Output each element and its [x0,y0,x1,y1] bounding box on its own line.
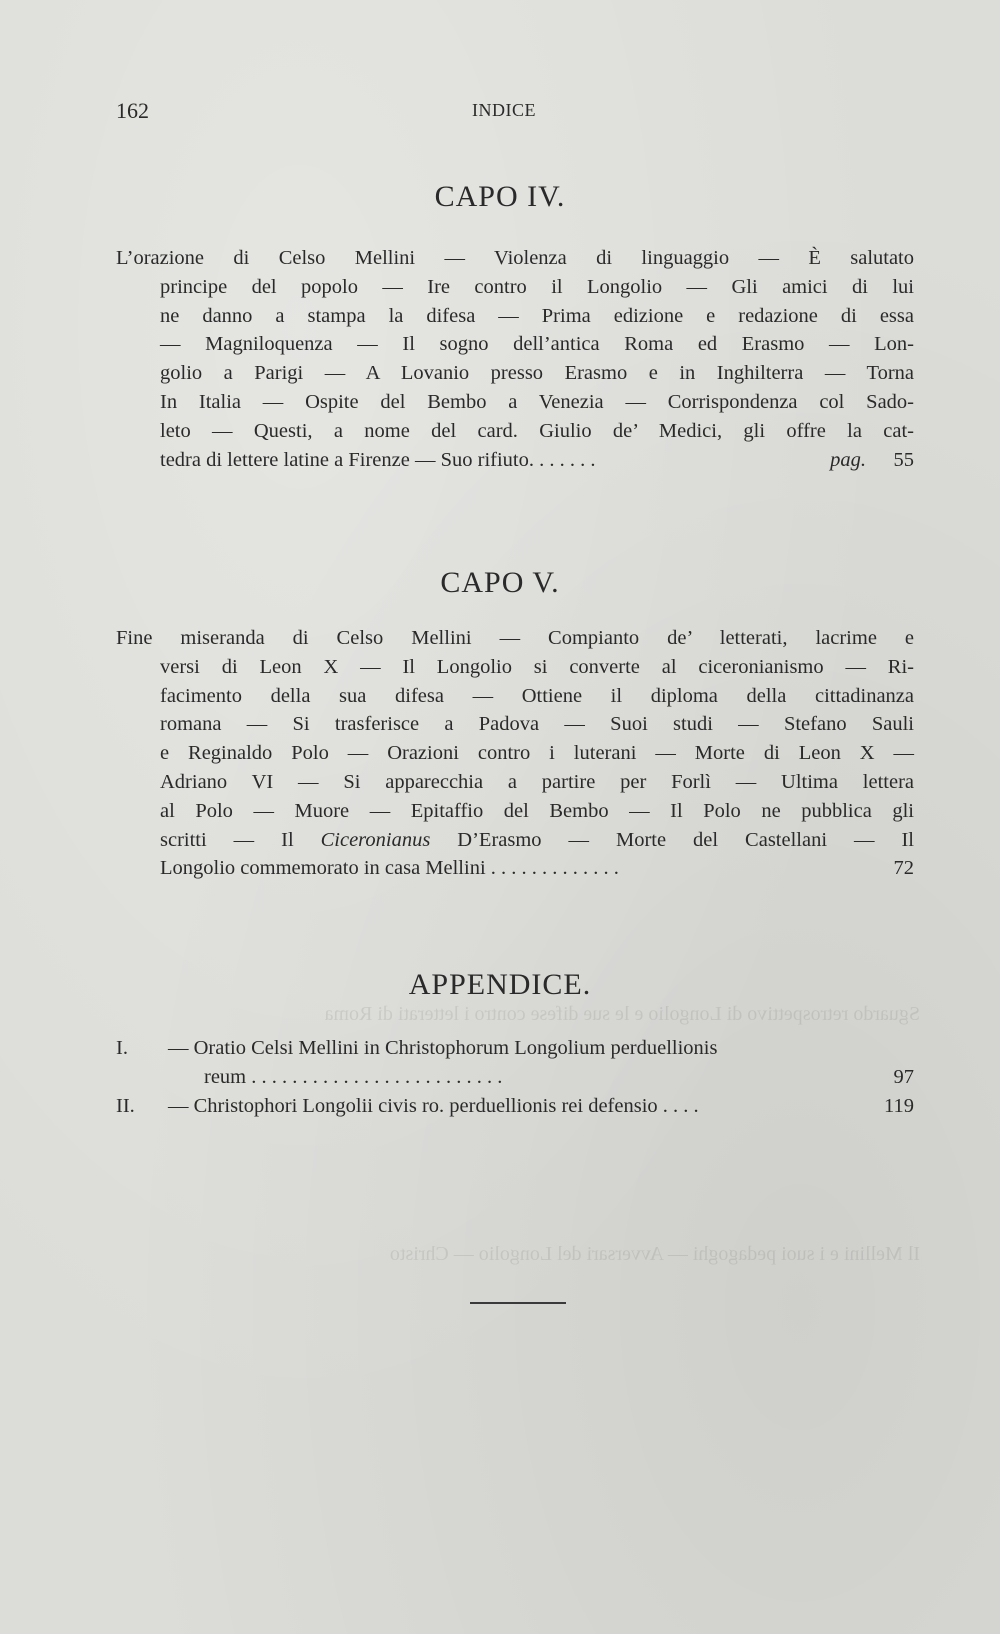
page-reference: 119 [884,1095,914,1117]
closing-rule [470,1302,566,1304]
chapter-summary [116,244,914,474]
summary-line: L’orazione di Celso Mellini — Violenza di linguaggio — È salutato [116,247,914,269]
appendix-line [116,1092,914,1121]
running-title: INDICE [472,100,536,120]
summary-line: scritti — Il Ciceronianus D’Erasmo — Morte del Castellani — Il [160,828,914,851]
summary-line-text: tedra di lettere latine a Firenze — Suo rifiuto. . . . . . . [160,448,596,471]
appendix-item [116,1092,914,1121]
summary-line: leto — Questi, a nome del card. Giulio de’ Medici, gli offre la cat- [160,419,914,442]
page-reference: 55 [893,448,914,471]
appendix-text: — Christophori Longolii civis ro. perduellionis rei defensio . . . . [168,1095,699,1117]
summary-line: versi di Leon X — Il Longolio si converte al ciceronianismo — Ri- [160,655,914,678]
summary-line: — Magniloquenza — Il sogno dell’antica Roma ed Erasmo — Lon- [160,333,914,356]
chapter-summary [116,624,914,883]
appendix-continuation: reum . . . . . . . . . . . . . . . . . . . . . . . . . [204,1065,503,1088]
page-label: pag. [830,448,866,471]
summary-line: golio a Parigi — A Lovanio presso Erasmo e in Inghilterra — Torna [160,362,914,385]
appendix-title: APPENDICE. [408,968,592,1001]
appendix-number: I. [116,1037,128,1059]
appendix-text: — Oratio Celsi Mellini in Christophorum Longolium perduellionis [168,1037,718,1059]
appendix-number: II. [116,1095,135,1117]
page-reference: 72 [893,857,914,880]
summary-line-text: Longolio commemorato in casa Mellini . . . . . . . . . . . . . [160,857,619,880]
italic-title: Ciceronianus [320,828,431,851]
bleed-through-text: Il Mellini e i suoi pedagoghi — Avversari del Longolio — Christo [389,1243,920,1265]
summary-line: romana — Si trasferisce a Padova — Suoi studi — Stefano Sauli [160,713,914,736]
summary-line: e Reginaldo Polo — Orazioni contro i luterani — Morte di Leon X — [160,742,914,765]
summary-last-line [116,854,914,883]
summary-line: al Polo — Muore — Epitaffio del Bembo — Il Polo ne pubblica gli [160,799,914,822]
appendix-item [116,1034,914,1092]
summary-last-line [116,446,914,475]
page-reference: 97 [893,1065,914,1088]
appendix-line [116,1034,914,1063]
bleed-through-text: Sguardo retrospettivo di Longolio e le sue difese contro i letterati di Roma [324,1003,920,1025]
summary-line: Fine miseranda di Celso Mellini — Compianto de’ letterati, lacrime e [116,627,914,649]
summary-line: ne danno a stampa la difesa — Prima edizione e redazione di essa [160,304,914,327]
summary-line: In Italia — Ospite del Bembo a Venezia — Corrispondenza col Sado- [160,390,914,413]
summary-line: principe del popolo — Ire contro il Longolio — Gli amici di lui [160,275,914,298]
page-number: 162 [116,98,149,123]
page-header [116,98,916,128]
summary-line: facimento della sua difesa — Ottiene il diploma della cittadinanza [160,684,914,707]
summary-line: Adriano VI — Si apparecchia a partire per Forlì — Ultima lettera [160,770,914,793]
appendix-line [116,1063,914,1092]
chapter-title: CAPO V. [440,566,560,599]
chapter-title: CAPO IV. [434,180,566,213]
